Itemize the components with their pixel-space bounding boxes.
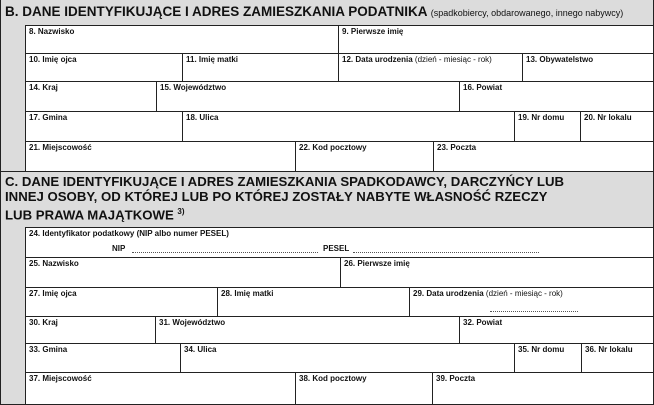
section-b-margin bbox=[0, 25, 25, 171]
field-label: 15. Województwo bbox=[160, 83, 227, 92]
field-label: 38. Kod pocztowy bbox=[299, 374, 367, 383]
field-19-house-number[interactable] bbox=[514, 111, 580, 141]
field-9-first-name[interactable] bbox=[338, 25, 654, 53]
section-b-header bbox=[0, 0, 654, 25]
field-label: 24. Identyfikator podatkowy (NIP albo numer PESEL) bbox=[29, 229, 229, 238]
field-10-father-name[interactable] bbox=[25, 53, 182, 81]
field-label: 12. Data urodzenia bbox=[342, 55, 413, 64]
field-32-county[interactable] bbox=[459, 316, 654, 343]
field-21-city[interactable] bbox=[25, 141, 295, 171]
field-label: 30. Kraj bbox=[29, 318, 58, 327]
field-18-street[interactable] bbox=[182, 111, 514, 141]
section-c-header bbox=[0, 171, 654, 227]
field-label: 20. Nr lokalu bbox=[584, 113, 632, 122]
pesel-input-line[interactable] bbox=[353, 252, 539, 253]
field-33-commune[interactable] bbox=[25, 343, 180, 372]
field-39-post-office[interactable] bbox=[432, 372, 654, 405]
field-label: 25. Nazwisko bbox=[29, 259, 79, 268]
field-25-surname[interactable] bbox=[25, 257, 340, 287]
field-label: 9. Pierwsze imię bbox=[342, 27, 404, 36]
field-8-surname[interactable] bbox=[25, 25, 338, 53]
birth-date-input-line[interactable] bbox=[490, 311, 578, 312]
field-label: 13. Obywatelstwo bbox=[526, 55, 594, 64]
field-28-mother-name[interactable] bbox=[217, 287, 409, 316]
field-label: 27. Imię ojca bbox=[29, 289, 77, 298]
field-label: 18. Ulica bbox=[186, 113, 219, 122]
field-label: 11. Imię matki bbox=[186, 55, 239, 64]
field-15-voivodeship[interactable] bbox=[156, 81, 459, 111]
frame-left bbox=[0, 0, 1, 405]
field-31-voivodeship[interactable] bbox=[155, 316, 459, 343]
field-20-apartment-number[interactable] bbox=[580, 111, 654, 141]
field-14-country[interactable] bbox=[25, 81, 156, 111]
field-label: 8. Nazwisko bbox=[29, 27, 75, 36]
field-26-first-name[interactable] bbox=[340, 257, 654, 287]
section-c-title-line-1: C. DANE IDENTYFIKUJĄCE I ADRES ZAMIESZKANIA SPADKODAWCY, DARCZYŃCY LUB bbox=[5, 174, 565, 189]
field-38-postal-code[interactable] bbox=[295, 372, 432, 405]
field-label: 32. Powiat bbox=[463, 318, 503, 327]
field-label: 22. Kod pocztowy bbox=[299, 143, 367, 152]
field-17-commune[interactable] bbox=[25, 111, 182, 141]
section-c-margin bbox=[0, 227, 25, 405]
field-23-post-office[interactable] bbox=[433, 141, 654, 171]
field-label: 16. Powiat bbox=[463, 83, 503, 92]
section-b-subtitle: (spadkobiercy, obdarowanego, innego nabywcy) bbox=[430, 8, 624, 18]
field-label: 23. Poczta bbox=[437, 143, 477, 152]
footnote-marker: 3) bbox=[177, 207, 185, 216]
section-divider bbox=[0, 171, 654, 172]
field-label: 29. Data urodzenia bbox=[413, 289, 484, 298]
field-label: 19. Nr domu bbox=[518, 113, 565, 122]
field-label: 26. Pierwsze imię bbox=[344, 259, 410, 268]
field-hint: (dzień - miesiąc - rok) bbox=[414, 55, 492, 64]
field-27-father-name[interactable] bbox=[25, 287, 217, 316]
field-22-postal-code[interactable] bbox=[295, 141, 433, 171]
field-11-mother-name[interactable] bbox=[182, 53, 338, 81]
field-label: 33. Gmina bbox=[29, 345, 68, 354]
section-c-title-line-3 bbox=[5, 204, 654, 222]
field-label: 31. Województwo bbox=[159, 318, 226, 327]
field-label: 14. Kraj bbox=[29, 83, 58, 92]
field-16-county[interactable] bbox=[459, 81, 654, 111]
field-label: 28. Imię matki bbox=[221, 289, 274, 298]
field-37-city[interactable] bbox=[25, 372, 295, 405]
section-b-title: B. DANE IDENTYFIKUJĄCE I ADRES ZAMIESZKANIA PODATNIKA bbox=[5, 4, 428, 19]
field-34-street[interactable] bbox=[180, 343, 514, 372]
field-label: 21. Miejscowość bbox=[29, 143, 92, 152]
field-35-house-number[interactable] bbox=[514, 343, 581, 372]
field-36-apartment-number[interactable] bbox=[581, 343, 654, 372]
field-label: 36. Nr lokalu bbox=[585, 345, 633, 354]
field-13-citizenship[interactable] bbox=[522, 53, 654, 81]
field-label: 35. Nr domu bbox=[518, 345, 565, 354]
field-label: 39. Poczta bbox=[436, 374, 476, 383]
nip-input-line[interactable] bbox=[132, 252, 318, 253]
field-hint: (dzień - miesiąc - rok) bbox=[485, 289, 563, 298]
field-12-birth-date[interactable] bbox=[338, 53, 522, 81]
field-label: 17. Gmina bbox=[29, 113, 68, 122]
field-label: 34. Ulica bbox=[184, 345, 217, 354]
field-label: 37. Miejscowość bbox=[29, 374, 92, 383]
section-c-title-text: LUB PRAWA MAJĄTKOWE bbox=[5, 207, 174, 223]
field-30-country[interactable] bbox=[25, 316, 155, 343]
field-label: 10. Imię ojca bbox=[29, 55, 77, 64]
nip-label: NIP bbox=[112, 244, 126, 253]
section-c-title-line-2: INNEJ OSOBY, OD KTÓREJ LUB PO KTÓREJ ZOSTAŁY NABYTE WŁASNOŚĆ RZECZY bbox=[5, 189, 548, 204]
pesel-label: PESEL bbox=[323, 244, 350, 253]
